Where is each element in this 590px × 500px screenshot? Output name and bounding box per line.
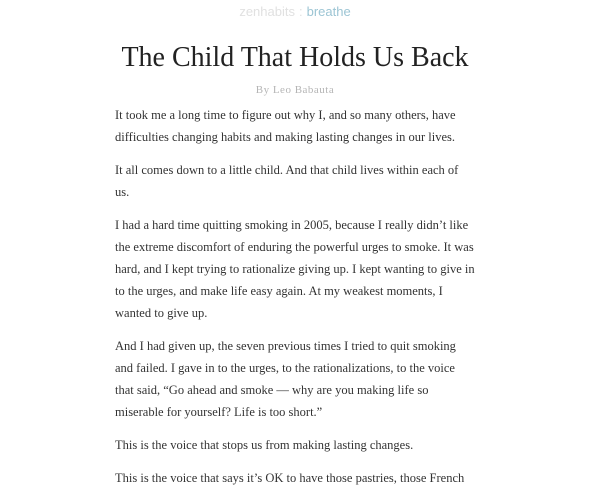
article-paragraph: It all comes down to a little child. And that child lives within each of us. [115,163,459,199]
article-byline: By Leo Babauta [255,84,335,96]
article-paragraph: This is the voice that says it’s OK to have those pastries, those French [115,471,465,485]
article-paragraph: And I had given up, the seven previous times I tried to quit smoking and failed. I gave in to the urges, to the rationalizations, to the voice that said, “Go ahead and smoke — why are you making life so miserable for yourself? Life is too short.” [115,339,456,419]
article-paragraph: This is the voice that stops us from making lasting changes. [115,438,414,452]
site-name-link[interactable]: zenhabits [239,4,295,19]
header-separator: : [298,4,303,19]
article-paragraph: I had a hard time quitting smoking in 2005, because I really didn’t like the extreme discomfort of enduring the powerful urges to smoke. It was hard, and I kept trying to rationalize giving up. I kept wanting to give in to the urges, and make life easy again. At my weakest moments, I wanted to give up. [115,218,475,320]
site-tagline: breathe [306,4,351,19]
article-title: The Child That Holds Us Back [121,42,469,73]
site-header [0,4,590,20]
article-body [115,104,475,500]
article-paragraph: It took me a long time to figure out why I, and so many others, have difficulties changing habits and making lasting changes in our lives. [115,108,456,144]
